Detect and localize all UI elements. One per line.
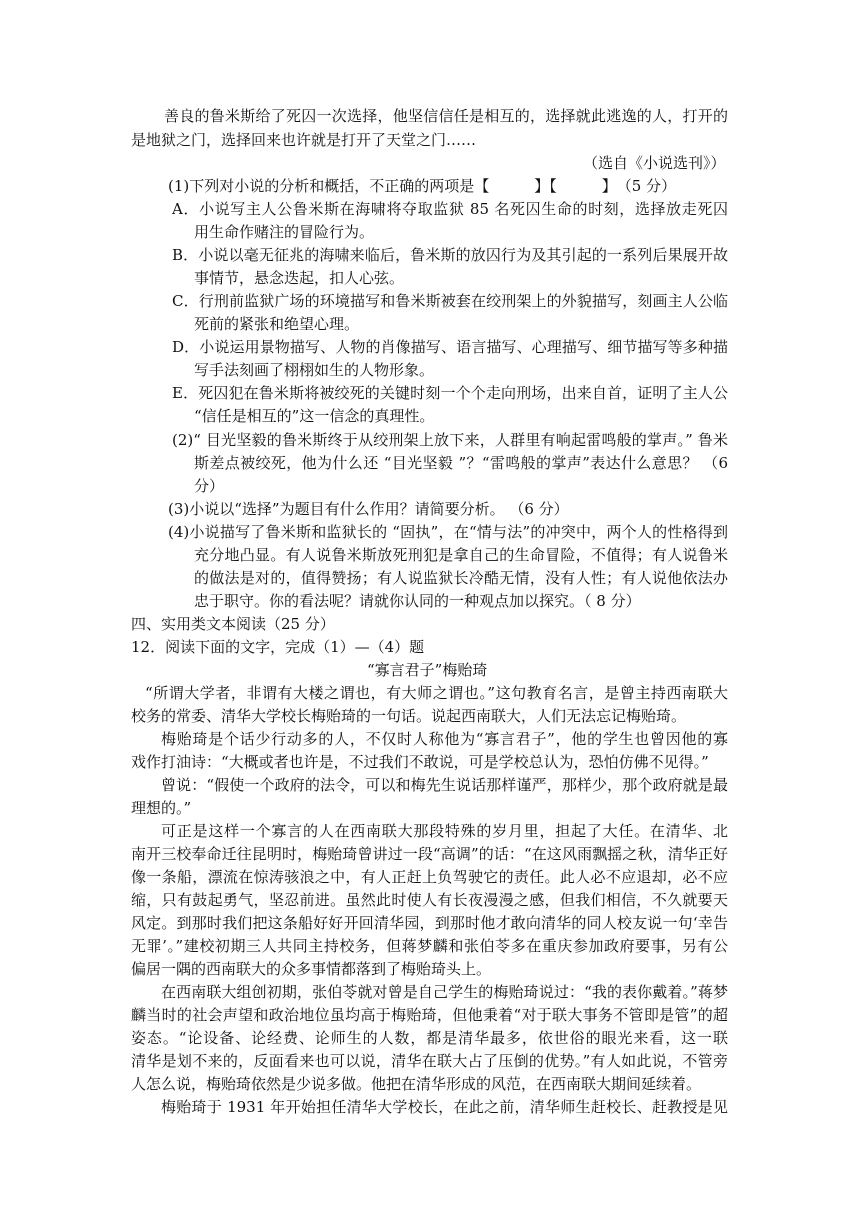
article-p4-line-3: 像一条船，漂流在惊涛骇浪之中，有人正赶上负驾驶它的责任。此人必不应退却，必不应 [131, 868, 728, 886]
q12-instruction: 12．阅读下面的文字，完成（1）—（4）题 [131, 638, 425, 656]
q1-option-e-line-1: E．死囚犯在鲁米斯将被绞死的关键时刻一个个走向刑场，出来自首，证明了主人公 [172, 384, 728, 402]
article-p4-line-1: 可正是这样一个寡言的人在西南联大那段特殊的岁月里，担起了大任。在清华、北 [161, 822, 728, 840]
story-source: （选自《小说选刊》） [583, 154, 726, 172]
article-p5-line-3: 姿态。“论设备、论经费、论师生的人数，都是清华最多，依世俗的眼光来看，这一联 [131, 1029, 728, 1047]
q1-stem: (1)下列对小说的分析和概括，不正确的两项是【 】【 】 （5 分） [168, 177, 677, 195]
q1-option-b-line-2: 事情节，悬念迭起，扣人心弦。 [194, 269, 405, 287]
article-p5-line-2: 麟当时的社会声望和政治地位虽均高于梅贻琦，但他秉着“对于联大事务不管即是管”的超 [131, 1006, 728, 1024]
article-p3-line-1: 曾说：“假使一个政府的法令，可以和梅先生说话那样谨严，那样少，那个政府就是最 [161, 776, 728, 794]
q1-option-d-line-1: D．小说运用景物描写、人物的肖像描写、语言描写、心理描写、细节描写等多种描 [172, 338, 728, 356]
article-p2-line-2: 戏作打油诗：“大概或者也许是，不过我们不敢说，可是学校总认为，恐怕仿佛不见得。” [131, 753, 709, 771]
article-p4-line-2: 南开三校奉命迁往昆明时，梅贻琦曾讲过一段“高调”的话：“在这风雨飘摇之秋，清华正好 [131, 845, 728, 863]
q1-option-c-line-1: C．行刑前监狱广场的环境描写和鲁米斯被套在绞刑架上的外貌描写，刻画主人公临 [172, 292, 728, 310]
article-p4-line-7: 偏居一隅的西南联大的众多事情都落到了梅贻琦头上。 [131, 960, 492, 978]
q3-line-1: (3)小说以“选择”为题目有什么作用？请简要分析。 （6 分） [168, 500, 569, 518]
section-heading: 四、实用类文本阅读（25 分） [131, 615, 335, 633]
article-p3-line-2: 理想的。” [131, 799, 192, 817]
q1-option-d-line-2: 写手法刻画了栩栩如生的人物形象。 [194, 361, 435, 379]
article-p4-line-6: 无罪’。”建校初期三人共同主持校务，但蒋梦麟和张伯苓多在重庆参加政府要事，另有公 [131, 937, 728, 955]
article-p5-line-5: 人怎么说，梅贻琦依然是少说多做。他把在清华形成的风范，在西南联大期间延续着。 [131, 1075, 702, 1093]
article-p1-line-1: “所谓大学者，非谓有大楼之谓也，有大师之谓也。”这句教育名言，是曾主持西南联大 [145, 684, 728, 702]
q2-line-3: 分） [194, 477, 225, 495]
article-p5-line-1: 在西南联大组创初期，张伯苓就对曾是自己学生的梅贻琦说过：“我的表你戴着。”蒋梦 [161, 983, 728, 1001]
q2-line-2: 斯差点被绞死，他为什么还 “目光坚毅 ”？“雷鸣般的掌声”表达什么意思？ （6 [194, 454, 728, 472]
story-end-line-1: 善良的鲁米斯给了死囚一次选择，他坚信信任是相互的，选择就此逃逸的人，打开的 [164, 107, 728, 125]
q4-line-1: (4)小说描写了鲁米斯和监狱长的 “固执”，在“情与法”的冲突中，两个人的性格得到 [168, 523, 728, 541]
q1-option-c-line-2: 死前的紧张和绝望心理。 [194, 315, 360, 333]
article-p4-line-4: 缩，只有鼓起勇气，坚忍前进。虽然此时使人有长夜漫漫之感，但我们相信，不久就要天 [131, 891, 728, 909]
q1-option-b-line-1: B．小说以毫无征兆的海啸来临后，鲁米斯的放囚行为及其引起的一系列后果展开故 [172, 246, 728, 264]
story-end-line-2: 是地狱之门，选择回来也许就是打开了天堂之门…… [131, 131, 477, 149]
article-p4-line-5: 风定。到那时我们把这条船好好开回清华园，到那时他才敢向清华的同人校友说一句‘幸告 [131, 914, 728, 932]
article-p5-line-4: 清华是划不来的，反面看来也可以说，清华在联大占了压倒的优势。”有人如此说，不管旁 [131, 1052, 728, 1070]
article-p2-line-1: 梅贻琦是个话少行动多的人，不仅时人称他为“寡言君子”，他的学生也曾因他的寡 [161, 730, 728, 748]
q1-option-e-line-2: “信任是相互的”这一信念的真理性。 [194, 407, 435, 425]
article-p1-line-2: 校务的常委、清华大学校长梅贻琦的一句话。说起西南联大，人们无法忘记梅贻琦。 [131, 707, 687, 725]
q4-line-3: 的做法是对的，值得赞扬；有人说监狱长冷酷无情，没有人性；有人说他依法办 [194, 569, 728, 587]
q1-option-a-line-2: 用生命作赌注的冒险行为。 [194, 223, 375, 241]
q2-line-1: (2)“ 目光坚毅的鲁米斯终于从绞刑架上放下来，人群里有响起雷鸣般的掌声。” 鲁米 [172, 431, 728, 449]
q4-line-2: 充分地凸显。有人说鲁米斯放死刑犯是拿自己的生命冒险，不值得；有人说鲁米 [194, 546, 728, 564]
article-p6-line-1: 梅贻琦于 1931 年开始担任清华大学校长，在此之前，清华师生赶校长、赶教授是见 [161, 1098, 728, 1116]
q1-option-a-line-1: A．小说写主人公鲁米斯在海啸将夺取监狱 85 名死囚生命的时刻，选择放走死囚 [172, 200, 728, 218]
article-title: “寡言君子”梅贻琦 [367, 661, 488, 679]
q4-line-4: 忠于职守。你的看法呢？请就你认同的一种观点加以探究。（ 8 分） [194, 592, 641, 610]
